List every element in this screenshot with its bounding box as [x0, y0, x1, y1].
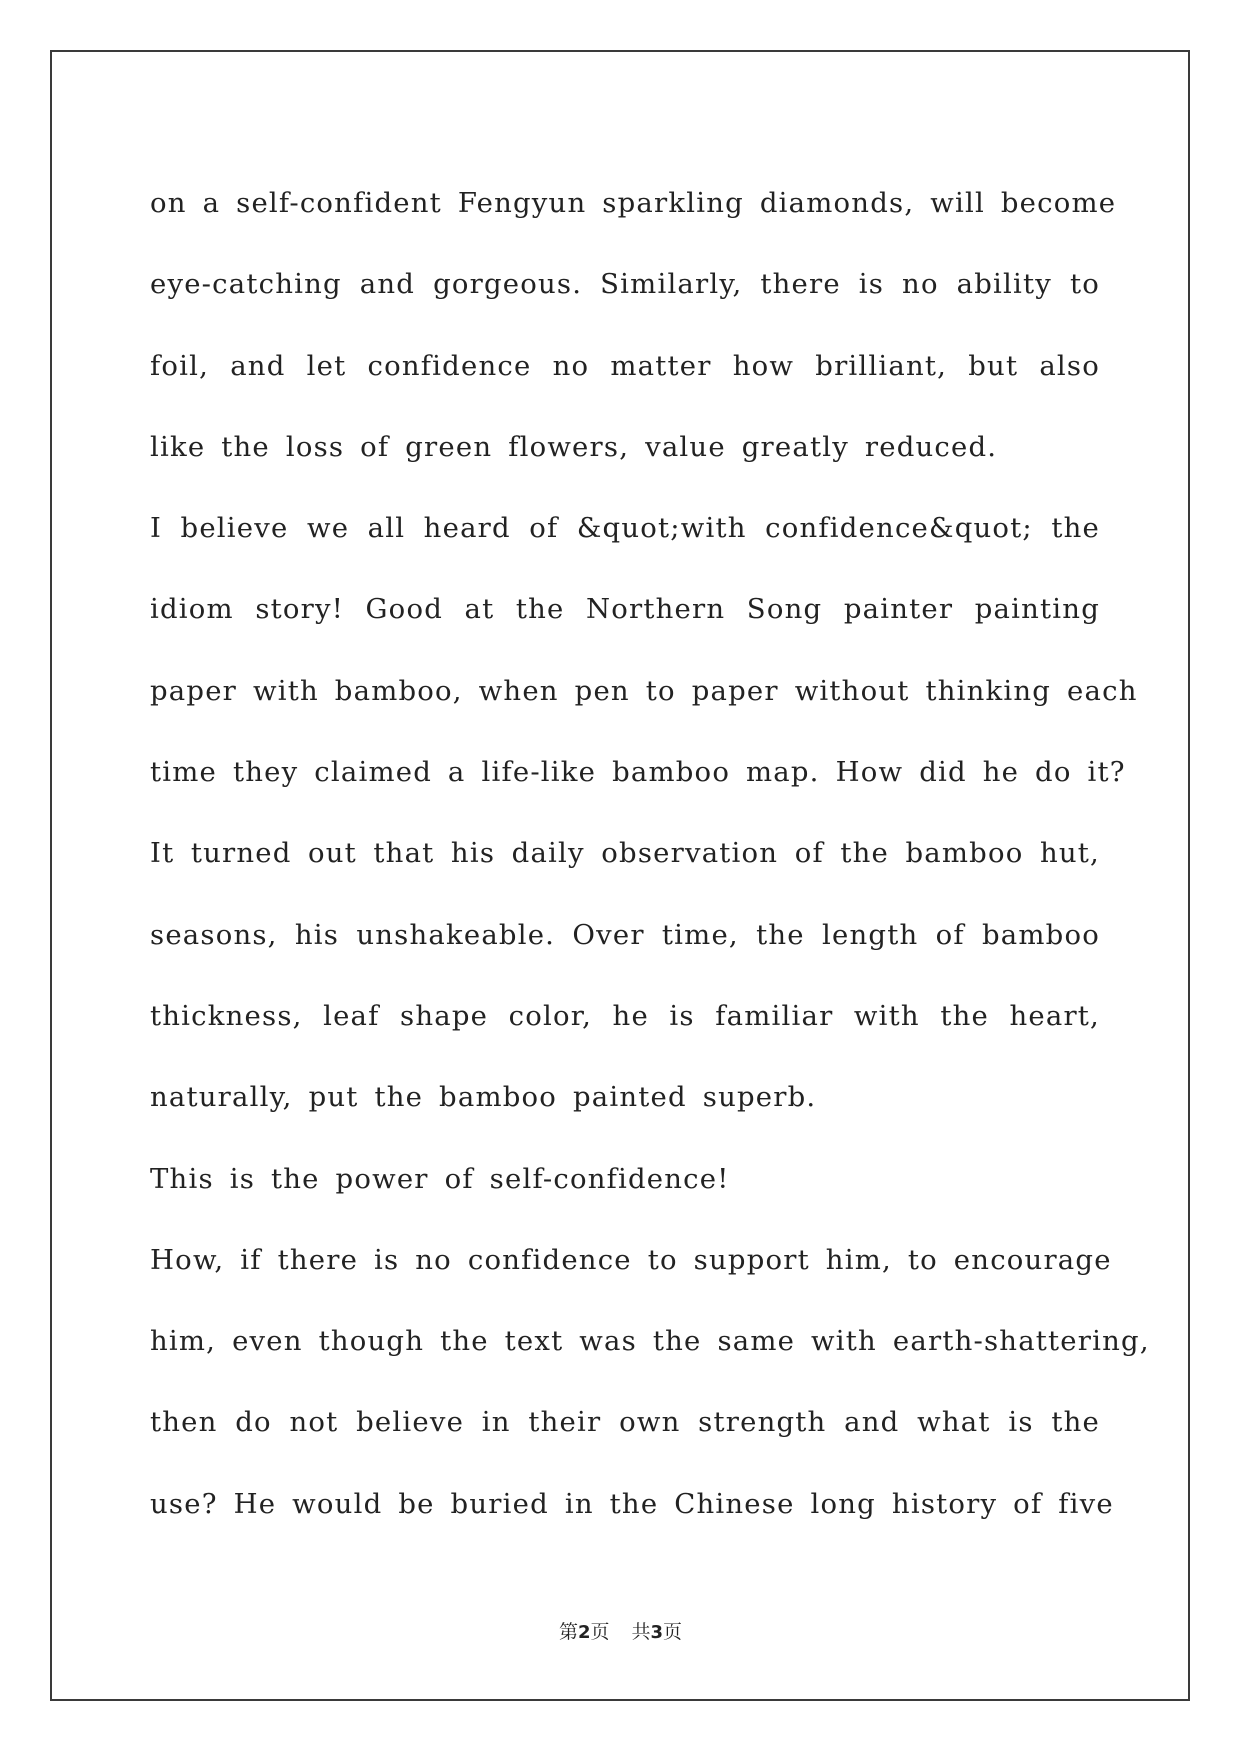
footer-page-suffix: 页 [590, 1621, 610, 1643]
text-line: thickness, leaf shape color, he is familiar with the heart, [150, 999, 1100, 1032]
footer-page-prefix: 第 [558, 1621, 578, 1643]
footer-total-prefix: 共 [631, 1621, 651, 1643]
text-line: use? He would be buried in the Chinese long history of five [150, 1487, 1114, 1520]
page-footer [0, 1617, 1241, 1644]
footer-page-number: 2 [577, 1622, 591, 1643]
footer-total-suffix: 页 [663, 1621, 683, 1643]
text-line: How, if there is no confidence to support him, to encourage [150, 1243, 1112, 1276]
text-line: naturally, put the bamboo painted superb. [150, 1081, 817, 1114]
text-line: idiom story! Good at the Northern Song painter painting [150, 593, 1100, 626]
text-line: seasons, his unshakeable. Over time, the length of bamboo [150, 918, 1100, 951]
text-line: It turned out that his daily observation of the bamboo hut, [150, 837, 1100, 870]
footer-total-pages: 3 [650, 1622, 664, 1643]
text-line: This is the power of self-confidence! [150, 1162, 730, 1195]
text-line: on a self-confident Fengyun sparkling diamonds, will become [150, 187, 1117, 219]
text-line: paper with bamboo, when pen to paper without thinking each [150, 674, 1138, 707]
text-line: then do not believe in their own strength and what is the [150, 1406, 1100, 1439]
text-line: eye-catching and gorgeous. Similarly, there is no ability to [150, 268, 1100, 301]
document-body [150, 163, 1150, 1545]
text-line: time they claimed a life-like bamboo map. How did he do it? [150, 756, 1126, 789]
text-line: foil, and let confidence no matter how brilliant, but also [150, 349, 1100, 382]
text-line: like the loss of green flowers, value greatly reduced. [150, 430, 998, 463]
text-line: I believe we all heard of &quot;with confidence&quot; the [150, 512, 1100, 545]
text-line: him, even though the text was the same with earth-shattering, [150, 1325, 1150, 1358]
